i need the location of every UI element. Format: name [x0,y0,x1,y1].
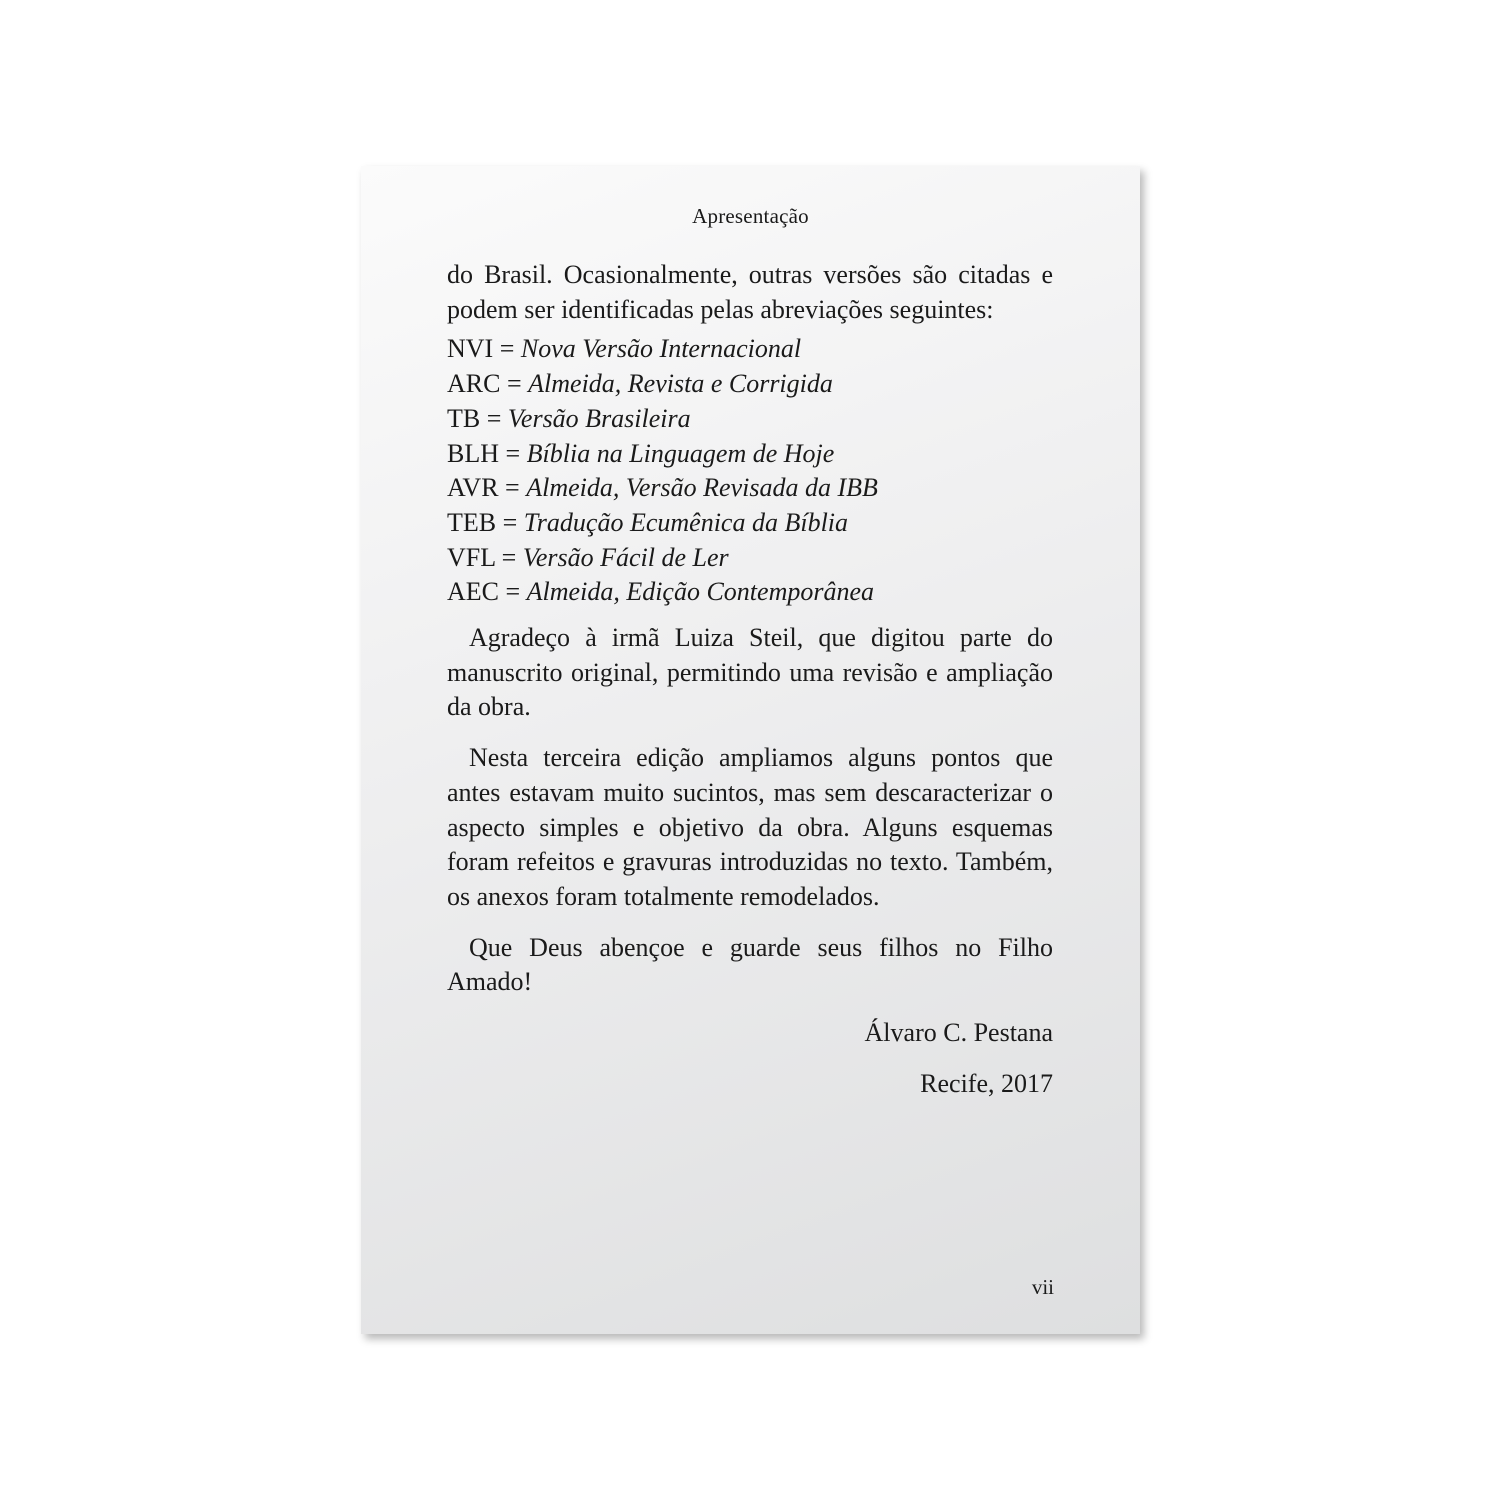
running-head: Apresentação [692,204,809,228]
abbreviation-name: Almeida, Versão Revisada da IBB [526,473,878,503]
abbreviation-code: ARC [447,369,501,399]
author-signature: Álvaro C. Pestana [864,1018,1053,1048]
abbreviation-item [447,471,1053,506]
abbreviation-item [447,367,1053,402]
abbreviation-separator: = [499,577,527,607]
abbreviation-item [447,437,1053,472]
abbreviation-item [447,575,1053,610]
abbreviation-item [447,332,1053,367]
blessing-paragraph: Que Deus abençoe e guarde seus filhos no Filho Amado! [447,932,1053,997]
abbreviation-code: VFL [447,542,496,572]
abbreviation-name: Almeida, Revista e Corrigida [528,369,833,399]
abbreviation-separator: = [493,334,521,364]
book-page [361,166,1140,1334]
abbreviation-code: NVI [447,334,494,364]
abbreviation-code: TB [447,403,481,433]
page-number: vii [1031,1275,1054,1299]
intro-paragraph: do Brasil. Ocasionalmente, outras versões são citadas e podem ser identificadas pelas abreviações seguintes: [447,260,1053,324]
abbreviation-item [447,402,1053,437]
abbreviation-name: Almeida, Edição Contemporânea [526,577,875,607]
abbreviation-separator: = [500,369,529,399]
abbreviation-name: Tradução Ecumênica da Bíblia [523,507,849,537]
abbreviation-name: Versão Fácil de Ler [522,542,729,572]
abbreviation-code: AVR [447,473,499,503]
abbreviation-separator: = [495,542,523,572]
page-body [447,258,1053,1101]
abbreviation-item [447,541,1053,576]
abbreviation-name: Versão Brasileira [507,403,691,433]
thanks-paragraph: Agradeço à irmã Luiza Steil, que digitou parte do manuscrito original, permitindo uma revisão e ampliação da obra. [447,623,1053,722]
abbreviation-code: TEB [447,507,497,537]
edition-paragraph: Nesta terceira edição ampliamos alguns pontos que antes estavam muito sucintos, mas sem descaracterizar o aspecto simples e objetivo da obra. Alguns esquemas foram refeitos e gravuras introduzidas no texto. Também, os anexos foram totalmente remodelados. [447,743,1053,911]
abbreviation-separator: = [498,473,527,503]
abbreviation-name: Nova Versão Internacional [520,334,802,364]
abbreviation-code: AEC [447,577,499,607]
abbreviation-separator: = [480,403,508,433]
place-date: Recife, 2017 [920,1068,1053,1098]
abbreviation-code: BLH [447,438,499,468]
abbreviation-name: Bíblia na Linguagem de Hoje [526,438,835,468]
abbreviation-separator: = [496,507,524,537]
abbreviation-item [447,506,1053,541]
abbreviation-separator: = [499,438,527,468]
abbreviation-list [447,332,1053,610]
